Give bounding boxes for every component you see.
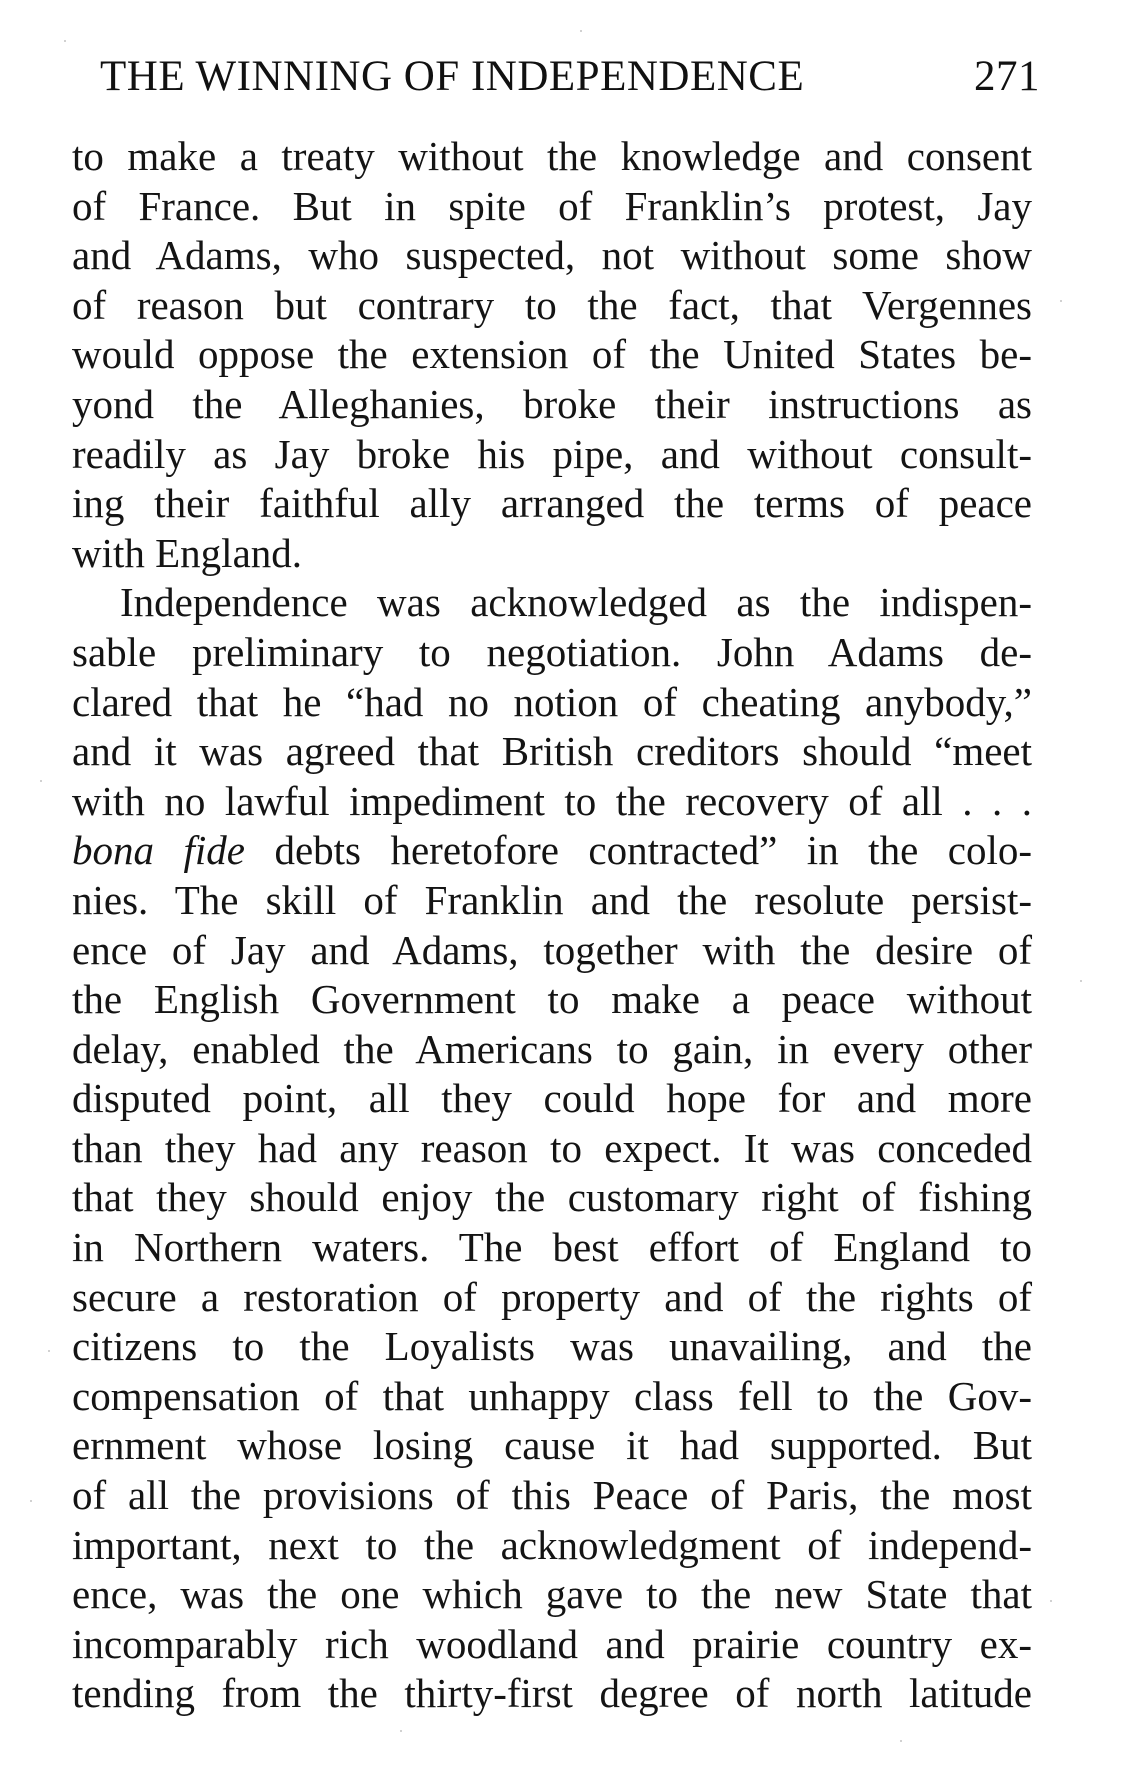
print-speck — [1050, 1600, 1052, 1602]
print-speck — [1080, 980, 1082, 982]
text-line: ence of Jay and Adams, together with the desire of — [72, 926, 1032, 973]
paragraph-1 — [72, 132, 1032, 578]
text-line: in Northern waters. The best effort of England to — [72, 1224, 1032, 1271]
print-speck — [30, 1500, 32, 1502]
print-speck — [900, 1740, 902, 1742]
text-line-with-italic — [72, 826, 1032, 876]
text-line: ing their faithful ally arranged the terms of peace — [72, 480, 1032, 527]
text-line: than they had any reason to expect. It was conceded — [72, 1124, 1032, 1171]
print-speck — [1060, 300, 1062, 302]
text-line: and Adams, who suspected, not without some show — [72, 232, 1032, 279]
text-line: delay, enabled the Americans to gain, in every other — [72, 1025, 1032, 1072]
text-line: secure a restoration of property and of the rights of — [72, 1273, 1032, 1320]
italic-phrase: bona fide — [72, 827, 245, 874]
text-line: nies. The skill of Franklin and the resolute persist- — [72, 876, 1032, 923]
page-number: 271 — [974, 53, 1040, 100]
text-line: to make a treaty without the knowledge and consent — [72, 133, 1032, 179]
text-line: would oppose the extension of the United States be- — [72, 331, 1032, 378]
text-line: important, next to the acknowledgment of independ- — [72, 1521, 1032, 1568]
text-line: tending from the thirty-first degree of north latitude — [72, 1670, 1032, 1717]
text-line: that they should enjoy the customary right of fishing — [72, 1174, 1032, 1221]
text-line: of reason but contrary to the fact, that Vergennes — [72, 281, 1032, 328]
text-line: compensation of that unhappy class fell to the Gov- — [72, 1372, 1032, 1419]
text-line: sable preliminary to negotiation. John Adams de- — [72, 628, 1032, 675]
print-speck — [64, 40, 66, 42]
text-line: and it was agreed that British creditors should “meet — [72, 728, 1032, 775]
text-line: disputed point, all they could hope for and more — [72, 1075, 1032, 1122]
paragraph-2 — [72, 578, 1032, 1719]
print-speck — [400, 1730, 402, 1732]
text-line: yond the Alleghanies, broke their instructions as — [72, 380, 1032, 427]
text-line: with no lawful impediment to the recovery of all . . . — [72, 777, 1032, 824]
running-head: THE WINNING OF INDEPENDENCE — [100, 53, 805, 100]
print-speck — [580, 30, 582, 32]
text-fragment: debts heretofore contracted” in the colo- — [244, 827, 1032, 874]
text-line: readily as Jay broke his pipe, and without consult- — [72, 430, 1032, 477]
text-line: ence, was the one which gave to the new State that — [72, 1571, 1032, 1618]
print-speck — [40, 780, 42, 782]
body-text — [72, 132, 1032, 1719]
text-line: citizens to the Loyalists was unavailing, and the — [72, 1323, 1032, 1370]
text-line: Independence was acknowledged as the indispen- — [120, 579, 1032, 626]
text-line: incomparably rich woodland and prairie country ex- — [72, 1620, 1032, 1667]
text-line: of France. But in spite of Franklin’s protest, Jay — [72, 182, 1032, 229]
text-line: clared that he “had no notion of cheating anybody,” — [72, 678, 1032, 725]
page-header — [100, 52, 1040, 112]
print-speck — [48, 1350, 50, 1352]
text-line: ernment whose losing cause it had supported. But — [72, 1422, 1032, 1469]
text-line: the English Government to make a peace without — [72, 976, 1032, 1023]
text-line: with England. — [72, 529, 303, 576]
text-line: of all the provisions of this Peace of Paris, the most — [72, 1472, 1032, 1519]
